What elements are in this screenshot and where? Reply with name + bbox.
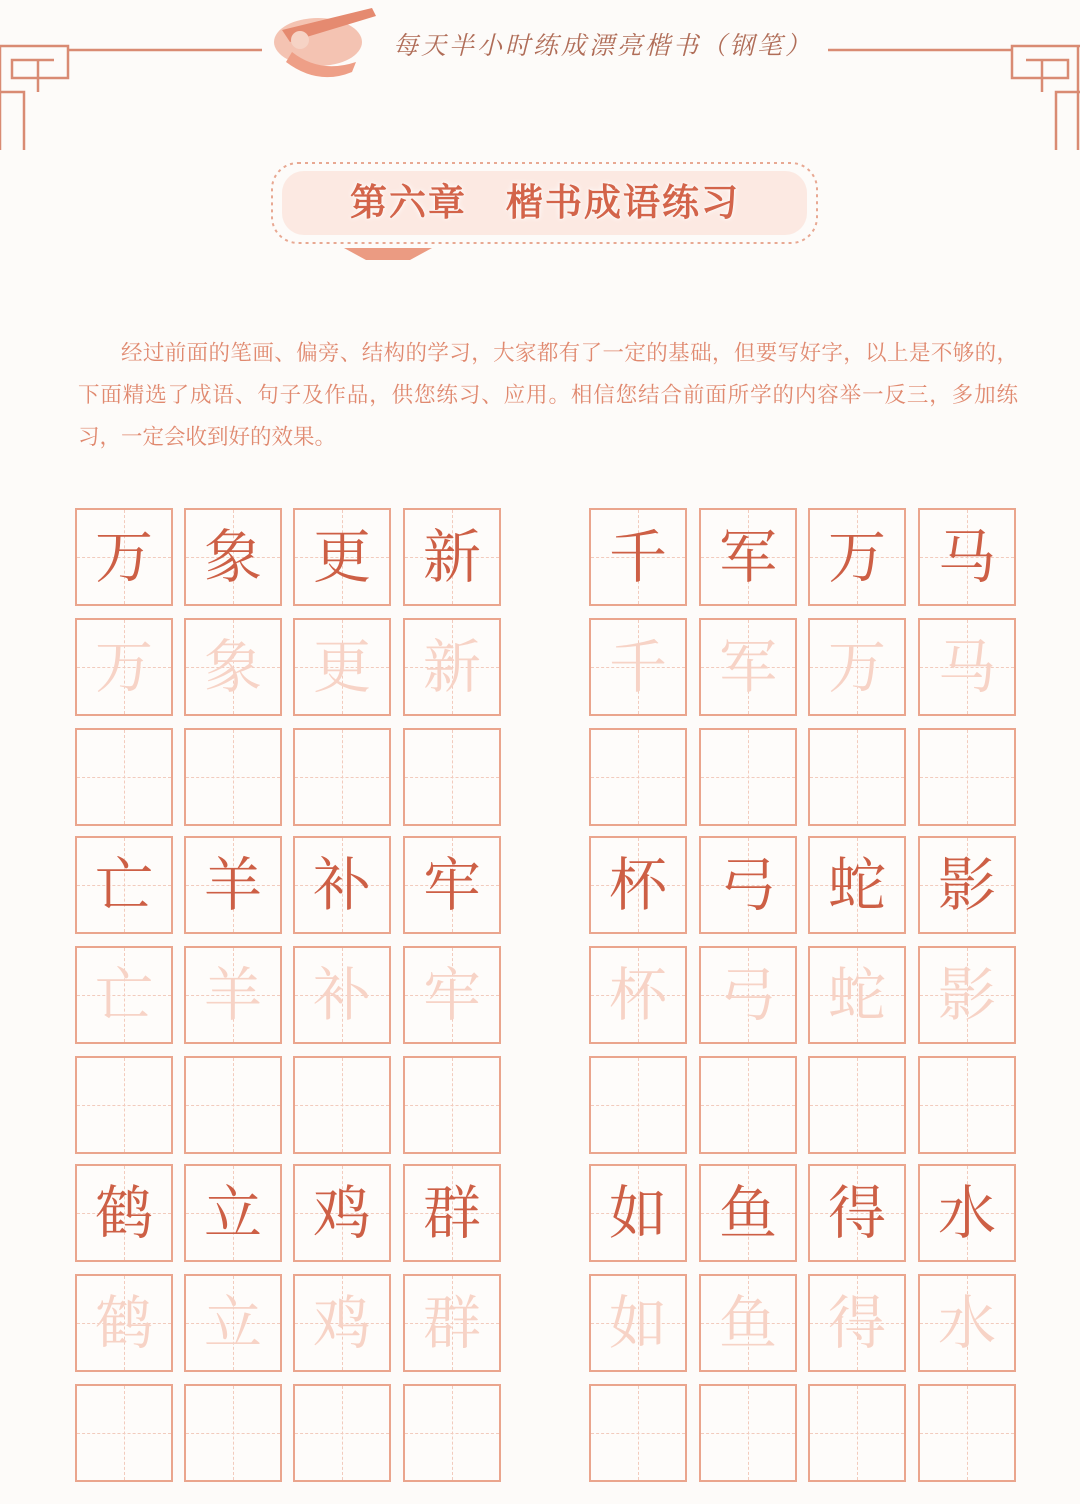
trace-character: 蛇 <box>827 961 886 1029</box>
trace-character: 军 <box>718 633 777 701</box>
trace-character-cell <box>184 618 282 716</box>
model-character-cell <box>918 836 1016 934</box>
trace-character-cell <box>699 618 797 716</box>
blank-practice-cell[interactable] <box>589 1384 687 1482</box>
book-title: 每天半小时练成漂亮楷书（钢笔） <box>392 31 813 60</box>
blank-practice-cell[interactable] <box>293 728 391 826</box>
model-character: 群 <box>422 1179 481 1247</box>
blank-practice-cell[interactable] <box>918 728 1016 826</box>
trace-character: 亡 <box>94 961 153 1029</box>
model-character: 补 <box>312 851 371 919</box>
model-character: 如 <box>608 1179 667 1247</box>
model-character: 鹤 <box>94 1179 153 1247</box>
model-character-cell <box>293 508 391 606</box>
model-character: 马 <box>937 523 996 591</box>
model-character: 军 <box>718 523 777 591</box>
model-character-cell <box>184 836 282 934</box>
model-character: 鸡 <box>312 1179 371 1247</box>
trace-character-cell <box>403 946 501 1044</box>
model-character: 杯 <box>608 851 667 919</box>
model-character: 万 <box>94 523 153 591</box>
model-character: 亡 <box>94 851 153 919</box>
trace-character-cell <box>918 618 1016 716</box>
trace-character: 鹤 <box>94 1289 153 1357</box>
trace-character-cell <box>75 1274 173 1372</box>
model-character-cell <box>184 508 282 606</box>
blank-practice-cell[interactable] <box>293 1056 391 1154</box>
trace-character: 牢 <box>422 961 481 1029</box>
blank-practice-cell[interactable] <box>75 728 173 826</box>
trace-character: 千 <box>608 633 667 701</box>
intro-paragraph: 经过前面的笔画、偏旁、结构的学习，大家都有了一定的基础，但要写好字，以上是不够的，下面精选了成语、句子及作品，供您练习、应用。相信您结合前面所学的内容举一反三，多加练习，一定会收到好的效果。 <box>78 341 1018 450</box>
trace-character-cell <box>918 946 1016 1044</box>
model-character: 更 <box>312 523 371 591</box>
blank-practice-cell[interactable] <box>808 1384 906 1482</box>
blank-practice-cell[interactable] <box>918 1384 1016 1482</box>
trace-character-cell <box>403 1274 501 1372</box>
model-character-cell <box>699 836 797 934</box>
blank-practice-cell[interactable] <box>184 1384 282 1482</box>
trace-character-cell <box>808 618 906 716</box>
trace-character: 万 <box>827 633 886 701</box>
blank-practice-cell[interactable] <box>293 1384 391 1482</box>
model-character: 羊 <box>203 851 262 919</box>
trace-character: 万 <box>94 633 153 701</box>
model-character: 牢 <box>422 851 481 919</box>
trace-character: 羊 <box>203 961 262 1029</box>
trace-character-cell <box>699 946 797 1044</box>
model-character-cell <box>293 1164 391 1262</box>
trace-character: 马 <box>937 633 996 701</box>
model-character: 鱼 <box>718 1179 777 1247</box>
model-character-cell <box>918 1164 1016 1262</box>
model-character-cell <box>808 836 906 934</box>
model-character: 象 <box>203 523 262 591</box>
trace-character: 杯 <box>608 961 667 1029</box>
trace-character-cell <box>293 946 391 1044</box>
chapter-title: 第六章 楷书成语练习 <box>350 180 740 224</box>
model-character-cell <box>589 508 687 606</box>
blank-practice-cell[interactable] <box>403 1056 501 1154</box>
model-character-cell <box>589 1164 687 1262</box>
model-character-cell <box>293 836 391 934</box>
model-character-cell <box>699 508 797 606</box>
trace-character: 补 <box>312 961 371 1029</box>
blank-practice-cell[interactable] <box>75 1384 173 1482</box>
blank-practice-cell[interactable] <box>808 728 906 826</box>
trace-character-cell <box>184 946 282 1044</box>
trace-character: 群 <box>422 1289 481 1357</box>
blank-practice-cell[interactable] <box>403 728 501 826</box>
model-character: 立 <box>203 1179 262 1247</box>
trace-character-cell <box>184 1274 282 1372</box>
model-character: 影 <box>937 851 996 919</box>
blank-practice-cell[interactable] <box>75 1056 173 1154</box>
model-character-cell <box>403 508 501 606</box>
model-character-cell <box>403 1164 501 1262</box>
trace-character: 更 <box>312 633 371 701</box>
blank-practice-cell[interactable] <box>918 1056 1016 1154</box>
trace-character-cell <box>75 618 173 716</box>
model-character: 蛇 <box>827 851 886 919</box>
model-character: 千 <box>608 523 667 591</box>
trace-character: 立 <box>203 1289 262 1357</box>
blank-practice-cell[interactable] <box>699 728 797 826</box>
trace-character: 水 <box>937 1289 996 1357</box>
trace-character-cell <box>808 1274 906 1372</box>
model-character-cell <box>75 1164 173 1262</box>
blank-practice-cell[interactable] <box>589 728 687 826</box>
model-character-cell <box>918 508 1016 606</box>
model-character-cell <box>808 508 906 606</box>
trace-character-cell <box>699 1274 797 1372</box>
model-character-cell <box>589 836 687 934</box>
blank-practice-cell[interactable] <box>699 1056 797 1154</box>
model-character: 得 <box>827 1179 886 1247</box>
blank-practice-cell[interactable] <box>699 1384 797 1482</box>
model-character: 新 <box>422 523 481 591</box>
model-character: 水 <box>937 1179 996 1247</box>
blank-practice-cell[interactable] <box>808 1056 906 1154</box>
trace-character: 如 <box>608 1289 667 1357</box>
model-character-cell <box>75 508 173 606</box>
blank-practice-cell[interactable] <box>184 728 282 826</box>
blank-practice-cell[interactable] <box>184 1056 282 1154</box>
trace-character: 鱼 <box>718 1289 777 1357</box>
trace-character-cell <box>589 1274 687 1372</box>
trace-character: 新 <box>422 633 481 701</box>
trace-character-cell <box>293 1274 391 1372</box>
trace-character: 弓 <box>718 961 777 1029</box>
trace-character-cell <box>403 618 501 716</box>
trace-character-cell <box>589 946 687 1044</box>
trace-character: 得 <box>827 1289 886 1357</box>
model-character: 万 <box>827 523 886 591</box>
trace-character: 象 <box>203 633 262 701</box>
trace-character-cell <box>589 618 687 716</box>
model-character-cell <box>184 1164 282 1262</box>
trace-character: 鸡 <box>312 1289 371 1357</box>
blank-practice-cell[interactable] <box>403 1384 501 1482</box>
model-character-cell <box>403 836 501 934</box>
model-character-cell <box>808 1164 906 1262</box>
trace-character-cell <box>918 1274 1016 1372</box>
trace-character: 影 <box>937 961 996 1029</box>
model-character: 弓 <box>718 851 777 919</box>
model-character-cell <box>699 1164 797 1262</box>
trace-character-cell <box>293 618 391 716</box>
trace-character-cell <box>75 946 173 1044</box>
blank-practice-cell[interactable] <box>589 1056 687 1154</box>
model-character-cell <box>75 836 173 934</box>
trace-character-cell <box>808 946 906 1044</box>
